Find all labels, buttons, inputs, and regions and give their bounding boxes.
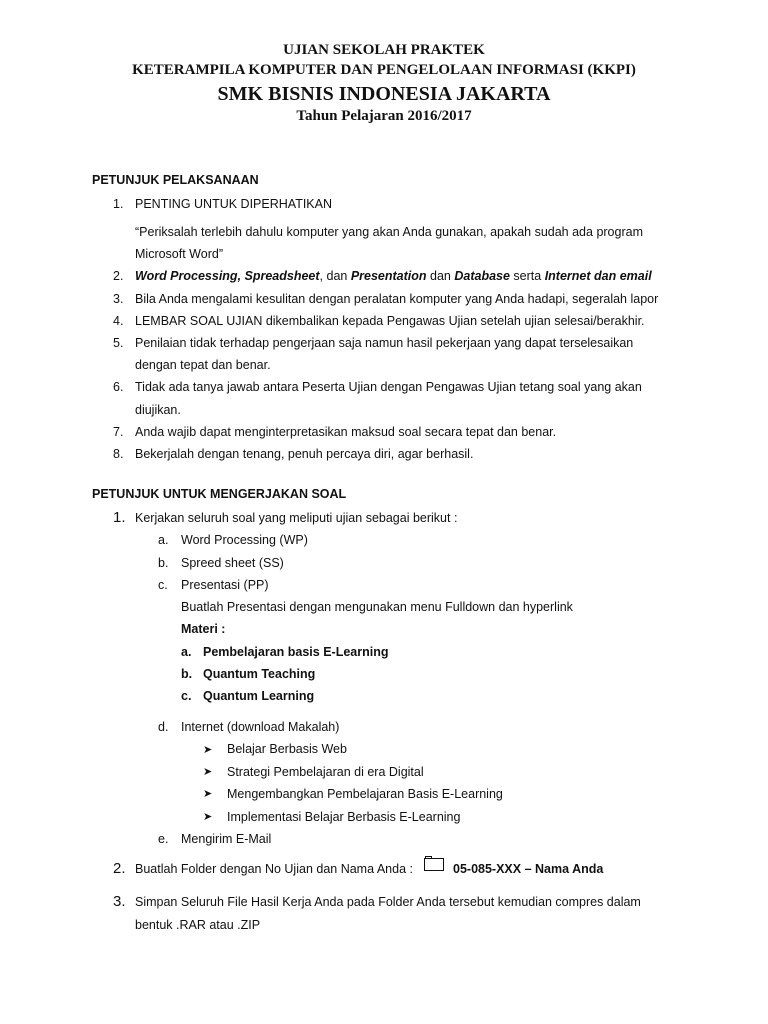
- s1-item4-text: LEMBAR SOAL UJIAN dikembalikan kepada Pengawas Ujian setelah ujian selesai/berakhir.: [135, 314, 645, 328]
- s1-item2-text: Word Processing, Spreadsheet, dan Presentation dan Database serta Internet dan email: [135, 269, 652, 283]
- s1-item7-text: Anda wajib dapat menginterpretasikan maksud soal secara tepat dan benar.: [135, 425, 557, 439]
- s2-d-bullet-3: Mengembangkan Pembelajaran Basis E-Learning: [227, 787, 503, 801]
- s1-item8-text: Bekerjalah dengan tenang, penuh percaya diri, agar berhasil.: [135, 447, 474, 461]
- school-name: SMK BISNIS INDONESIA JAKARTA: [217, 83, 551, 105]
- section1-title: PETUNJUK PELAKSANAAN: [92, 173, 259, 187]
- s1-item8-num: 8.: [113, 447, 124, 461]
- s2-c-text: Presentasi (PP): [181, 578, 269, 592]
- s1-item6-num: 6.: [113, 380, 124, 394]
- arrowhead-bullet-icon: ➤: [203, 766, 213, 778]
- s2-item3-line2: bentuk .RAR atau .ZIP: [135, 918, 261, 932]
- s2-c-sub-a-text: Pembelajaran basis E-Learning: [203, 645, 389, 659]
- s1-item1-text: PENTING UNTUK DIPERHATIKAN: [135, 197, 333, 211]
- s2-item1-num: 1.: [113, 509, 126, 526]
- s2-b-label: b.: [158, 556, 169, 570]
- s2-d-label: d.: [158, 720, 169, 734]
- academic-year: Tahun Pelajaran 2016/2017: [296, 108, 472, 124]
- s1-quote-line2: Microsoft Word”: [135, 247, 223, 261]
- s2-c-sub-a-label: a.: [181, 645, 192, 659]
- s1-item5-line2: dengan tepat dan benar.: [135, 358, 271, 372]
- s1-quote-line1: “Periksalah terlebih dahulu komputer yang akan Anda gunakan, apakah sudah ada program: [135, 225, 643, 239]
- s1-item5-num: 5.: [113, 336, 124, 350]
- s2-e-label: e.: [158, 832, 169, 846]
- s1-item3-text: Bila Anda mengalami kesulitan dengan peralatan komputer yang Anda hadapi, segeralah lapor: [135, 292, 659, 306]
- s2-item2-text: Buatlah Folder dengan No Ujian dan Nama Anda :: [135, 862, 413, 876]
- s1-item6-line2: diujikan.: [135, 403, 181, 417]
- s2-c-materi: Materi :: [181, 622, 226, 636]
- s2-item3-num: 3.: [113, 893, 126, 910]
- header-line2: KETERAMPILA KOMPUTER DAN PENGELOLAAN INFORMASI (KKPI): [132, 62, 636, 78]
- arrowhead-bullet-icon: ➤: [203, 744, 213, 756]
- s1-item6-line1: Tidak ada tanya jawab antara Peserta Ujian dengan Pengawas Ujian tetang soal yang akan: [135, 380, 642, 394]
- s2-c-sub-b-text: Quantum Teaching: [203, 667, 316, 681]
- s2-b-text: Spreed sheet (SS): [181, 556, 284, 570]
- s1-item5-line1: Penilaian tidak terhadap pengerjaan saja namun hasil pekerjaan yang dapat terselesaikan: [135, 336, 634, 350]
- s2-item1-text: Kerjakan seluruh soal yang meliputi ujian sebagai berikut :: [135, 511, 458, 525]
- s2-a-label: a.: [158, 533, 169, 547]
- s2-item2-folder-name: 05-085-XXX – Nama Anda: [453, 862, 604, 876]
- s1-item4-num: 4.: [113, 314, 124, 328]
- s2-c-sub-c-text: Quantum Learning: [203, 689, 315, 703]
- s1-item3-num: 3.: [113, 292, 124, 306]
- s2-e-text: Mengirim E-Mail: [181, 832, 272, 846]
- s2-c-label: c.: [158, 578, 168, 592]
- header-line1: UJIAN SEKOLAH PRAKTEK: [283, 42, 485, 58]
- folder-icon: [424, 856, 444, 871]
- s1-item7-num: 7.: [113, 425, 124, 439]
- s1-item2-num: 2.: [113, 269, 124, 283]
- s2-a-text: Word Processing (WP): [181, 533, 308, 547]
- s2-c-sub-c-label: c.: [181, 689, 192, 703]
- s2-d-bullet-2: Strategi Pembelajaran di era Digital: [227, 765, 424, 779]
- arrowhead-bullet-icon: ➤: [203, 788, 213, 800]
- s2-d-bullet-4: Implementasi Belajar Berbasis E-Learning: [227, 810, 461, 824]
- arrowhead-bullet-icon: ➤: [203, 811, 213, 823]
- s2-item2-num: 2.: [113, 860, 126, 877]
- s2-item3-line1: Simpan Seluruh File Hasil Kerja Anda pada Folder Anda tersebut kemudian compres dalam: [135, 895, 641, 909]
- s2-c-sub-b-label: b.: [181, 667, 193, 681]
- s2-d-bullet-1: Belajar Berbasis Web: [227, 742, 347, 756]
- s1-item1-num: 1.: [113, 197, 124, 211]
- section2-title: PETUNJUK UNTUK MENGERJAKAN SOAL: [92, 487, 347, 501]
- s2-d-text: Internet (download Makalah): [181, 720, 340, 734]
- s2-c-desc: Buatlah Presentasi dengan mengunakan menu Fulldown dan hyperlink: [181, 600, 573, 614]
